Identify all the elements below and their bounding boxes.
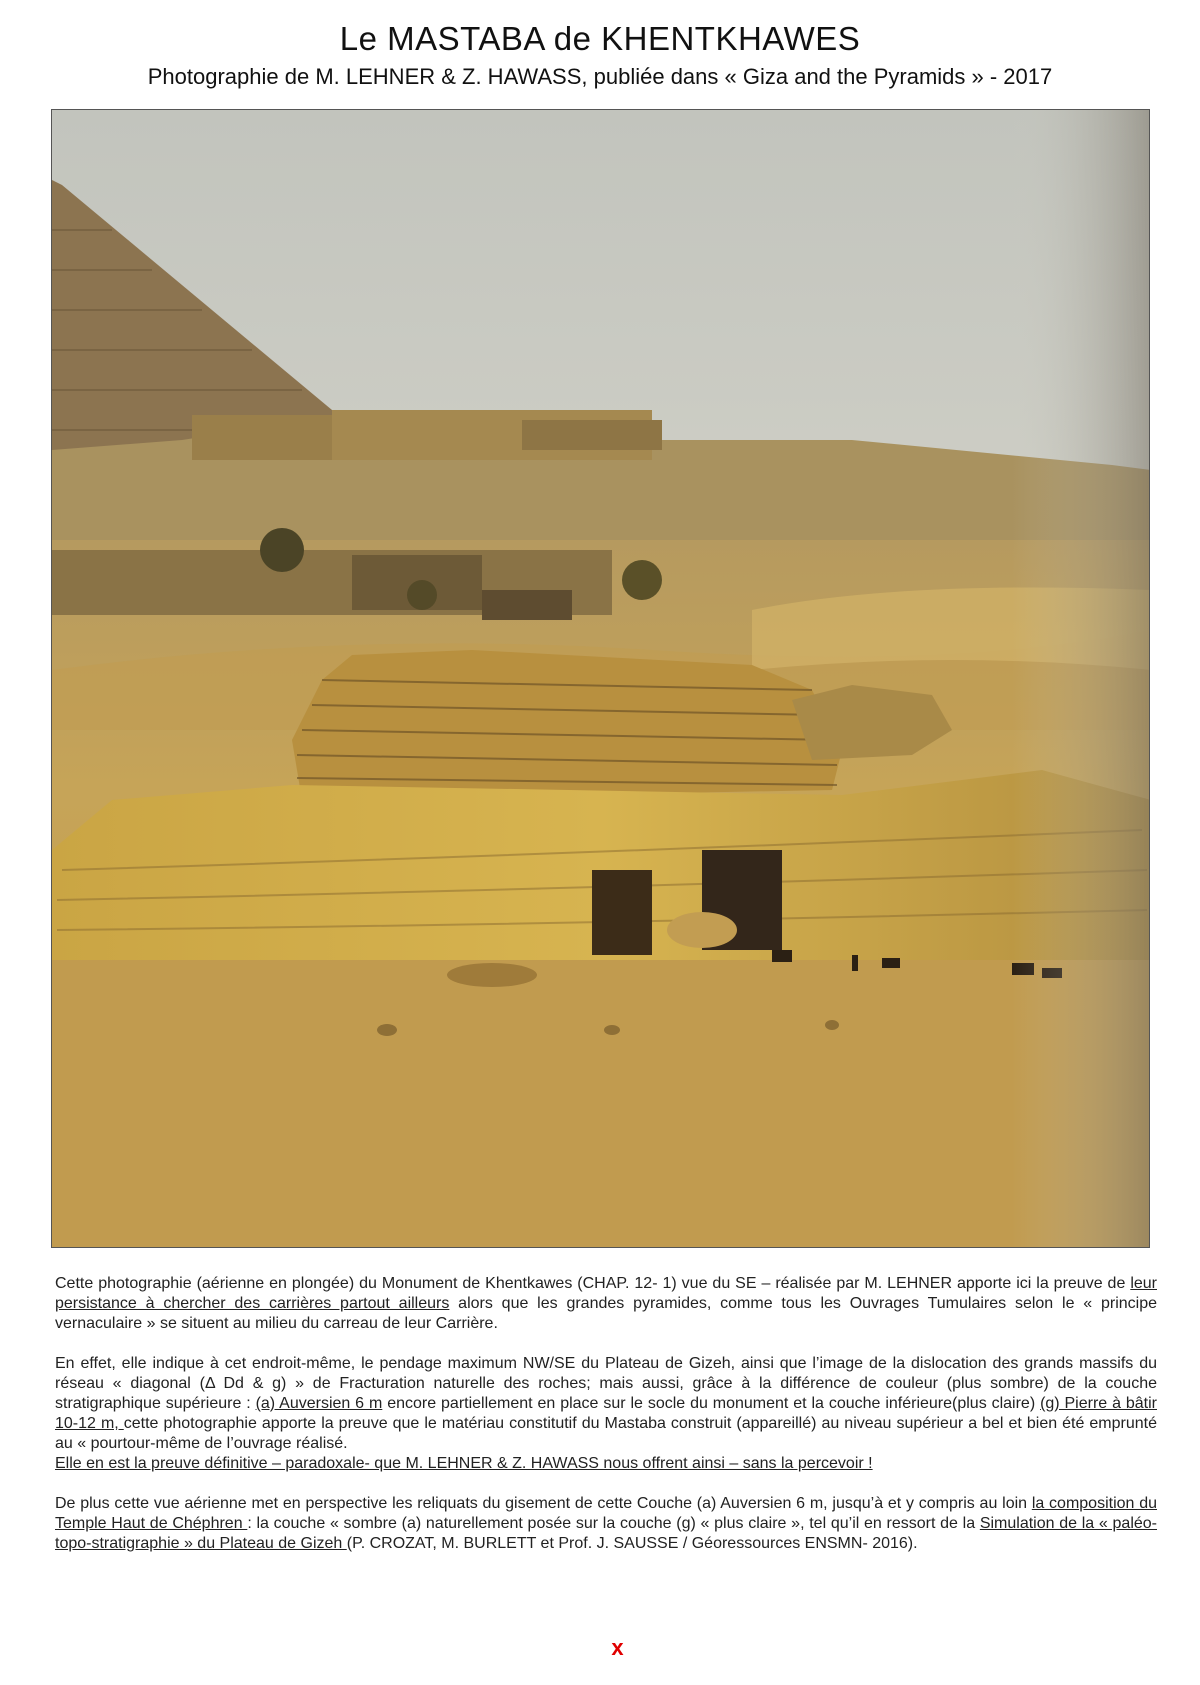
red-x-mark: x — [611, 1635, 624, 1660]
underlined-phrase: leur persistance à chercher des carrières partout ailleurs — [55, 1275, 1157, 1312]
paragraph-3: De plus cette vue aérienne met en perspective les reliquats du gisement de cette Couche (a) Auversien 6 m, jusqu’à et y compris au loin la composition du Temple Haut de Chéphren : la couche « sombre (a) naturellement posée sur la couche (g) « plus claire », tel qu’il en ressort de la Simulation de la « paléo-topo-stratigraphie » du Plateau de Gizeh (P. CROZAT, M. BURLETT et Prof. J. SAUSSE / Géoressources ENSMN- 2016). — [55, 1495, 1158, 1552]
underlined-conclusion: Elle en est la preuve définitive – paradoxale- que M. LEHNER & Z. HAWASS nous offrent ainsi – sans la percevoir ! — [55, 1455, 873, 1472]
underlined-phrase: (a) Auversien 6 m — [255, 1395, 383, 1412]
underlined-phrase: la composition du Temple Haut de Chéphren — [55, 1495, 1158, 1532]
body-text — [55, 1274, 1157, 1574]
mastaba-upper — [292, 650, 842, 800]
paragraph-1: Cette photographie (aérienne en plongée) du Monument de Khentkawes (CHAP. 12- 1) vue du SE – réalisée par M. LEHNER apporte ici la preuve de leur persistance à chercher des carrières partout ailleurs alors que les grandes pyramides, comme tous les Ouvrages Tumulaires selon le « principe vernaculaire » se situent au milieu du carreau de leur Carrière. — [55, 1275, 1158, 1332]
photo-illustration — [52, 110, 1150, 1248]
underlined-phrase: Simulation de la « paléo-topo-stratigraphie » du Plateau de Gizeh — [55, 1515, 1158, 1552]
mastaba-photograph — [51, 109, 1150, 1248]
doorway-left — [592, 870, 652, 955]
paragraph-2: En effet, elle indique à cet endroit-même, le pendage maximum NW/SE du Plateau de Gizeh, ainsi que l’image de la dislocation des grands massifs du réseau « diagonal (Δ Dd & g) » de Fracturation naturelle des roches; mais aussi, grâce à la différence de couleur (plus sombre) de la couche stratigraphique supérieure : (a) Auversien 6 m encore partiellement en place sur le socle du monument et la couche inférieure(plus claire) (g) Pierre à bâtir 10-12 m, cette photographie apporte la preuve que le matériau constitutif du Mastaba construit (appareillé) au niveau supérieur a bel et bien été emprunté au « pourtour-même de l’ouvrage réalisé. Elle en est la preuve définitive – paradoxale- que M. LEHNER & Z. HAWASS nous offrent ainsi – sans la percevoir ! — [55, 1355, 1158, 1472]
page-subtitle: Photographie de M. LEHNER & Z. HAWASS, publiée dans « Giza and the Pyramids » - 2017 — [147, 64, 1053, 89]
page-title: Le MASTABA de KHENTKHAWES — [339, 20, 861, 57]
underlined-phrase: (g) Pierre à bâtir 10-12 m, — [55, 1395, 1158, 1432]
